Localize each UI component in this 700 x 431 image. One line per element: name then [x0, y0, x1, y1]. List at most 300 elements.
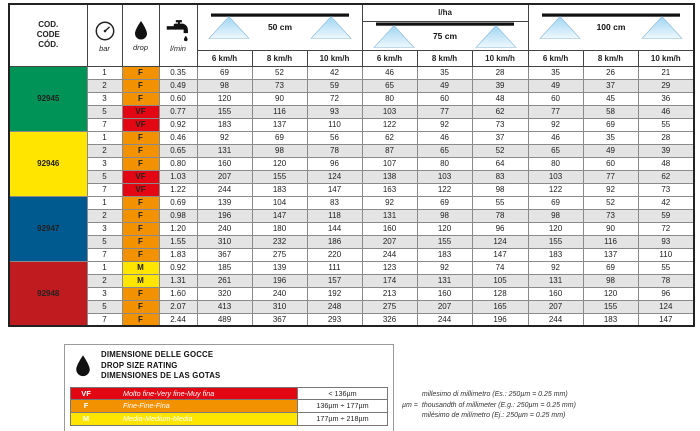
- lha-value: 183: [528, 248, 583, 261]
- lha-value: 165: [472, 300, 528, 313]
- lha-value: 248: [307, 300, 362, 313]
- lha-value: 78: [307, 144, 362, 157]
- lha-value: 147: [252, 209, 307, 222]
- table-row: [9, 313, 694, 326]
- drop-rating: F: [122, 144, 159, 157]
- lha-value: 72: [307, 92, 362, 105]
- lha-header: l/ha: [362, 4, 528, 21]
- lha-value: 49: [417, 79, 472, 92]
- table-row: [9, 157, 694, 170]
- lha-value: 39: [472, 79, 528, 92]
- lha-value: 49: [528, 79, 583, 92]
- lha-value: 55: [638, 261, 694, 274]
- pressure-value: 3: [87, 287, 122, 300]
- pressure-value: 2: [87, 209, 122, 222]
- lha-value: 28: [472, 66, 528, 79]
- lha-value: 110: [307, 118, 362, 131]
- lha-value: 147: [472, 248, 528, 261]
- flow-column-header: [159, 4, 197, 66]
- lha-value: 120: [528, 222, 583, 235]
- lha-value: 183: [583, 313, 638, 326]
- lha-value: 413: [197, 300, 252, 313]
- micron-prefix: µm =: [402, 402, 418, 410]
- lha-value: 69: [528, 196, 583, 209]
- flow-value: 1.03: [159, 170, 197, 183]
- lha-value: 69: [197, 66, 252, 79]
- lha-value: 77: [417, 105, 472, 118]
- lha-value: 147: [307, 183, 362, 196]
- speed-header: 8 km/h: [583, 50, 638, 66]
- pressure-gauge-icon: [94, 20, 116, 42]
- lha-value: 185: [197, 261, 252, 274]
- table-row: [9, 170, 694, 183]
- spacing-group-100: [528, 4, 694, 50]
- drop-rating: F: [122, 222, 159, 235]
- table-row: [9, 300, 694, 313]
- lha-value: 310: [252, 300, 307, 313]
- lha-value: 42: [638, 196, 694, 209]
- lha-value: 139: [252, 261, 307, 274]
- nozzle-code: 92945: [9, 66, 87, 131]
- lha-value: 207: [528, 300, 583, 313]
- lha-value: 220: [307, 248, 362, 261]
- lha-value: 183: [252, 183, 307, 196]
- table-row: [9, 79, 694, 92]
- lha-value: 213: [362, 287, 417, 300]
- lha-value: 183: [417, 248, 472, 261]
- lha-value: 69: [417, 196, 472, 209]
- flow-value: 0.92: [159, 261, 197, 274]
- drop-rating: F: [122, 157, 159, 170]
- spray-icon-50cm: [199, 13, 361, 39]
- lha-value: 92: [417, 261, 472, 274]
- lha-value: 90: [252, 92, 307, 105]
- lha-value: 42: [307, 66, 362, 79]
- lha-value: 160: [362, 222, 417, 235]
- spacing-label-75: 75 cm: [432, 30, 458, 41]
- lha-value: 103: [362, 105, 417, 118]
- legend-color-band: [70, 413, 298, 426]
- flow-label: l/min: [170, 44, 186, 54]
- lha-value: 83: [307, 196, 362, 209]
- lha-value: 52: [472, 144, 528, 157]
- lha-value: 293: [307, 313, 362, 326]
- lha-value: 69: [583, 118, 638, 131]
- flow-value: 0.35: [159, 66, 197, 79]
- lha-value: 65: [362, 79, 417, 92]
- table-row: [9, 66, 694, 79]
- flow-value: 1.20: [159, 222, 197, 235]
- table-row: [9, 131, 694, 144]
- table-row: [9, 248, 694, 261]
- lha-value: 46: [362, 66, 417, 79]
- lha-value: 207: [362, 235, 417, 248]
- pressure-value: 5: [87, 235, 122, 248]
- table-row: [9, 196, 694, 209]
- drop-rating: F: [122, 66, 159, 79]
- micron-definitions: [422, 390, 576, 422]
- lha-value: 35: [417, 66, 472, 79]
- flow-value: 1.55: [159, 235, 197, 248]
- lha-value: 275: [252, 248, 307, 261]
- lha-value: 98: [583, 274, 638, 287]
- lha-value: 65: [417, 144, 472, 157]
- lha-value: 120: [417, 222, 472, 235]
- lha-value: 64: [472, 157, 528, 170]
- lha-value: 92: [583, 183, 638, 196]
- drop-description: Fine-Fine-Fina: [123, 401, 170, 411]
- lha-value: 98: [528, 209, 583, 222]
- drop-size-range: 136µm ÷ 177µm: [298, 400, 388, 413]
- pressure-value: 1: [87, 196, 122, 209]
- lha-value: 52: [583, 196, 638, 209]
- lha-value: 77: [528, 105, 583, 118]
- lha-value: 37: [583, 79, 638, 92]
- drop-description: Molto fine-Very fine-Muy fina: [123, 388, 215, 398]
- lha-value: 62: [362, 131, 417, 144]
- lha-value: 131: [197, 144, 252, 157]
- lha-value: 244: [362, 248, 417, 261]
- lha-value: 261: [197, 274, 252, 287]
- lha-value: 93: [638, 235, 694, 248]
- legend-row: [70, 387, 388, 400]
- lha-value: 73: [583, 209, 638, 222]
- lha-value: 55: [638, 118, 694, 131]
- lha-value: 55: [472, 196, 528, 209]
- spray-icon-75cm: [364, 22, 526, 48]
- table-row: [9, 274, 694, 287]
- drop-rating: F: [122, 313, 159, 326]
- lha-value: 73: [638, 183, 694, 196]
- pressure-value: 1: [87, 261, 122, 274]
- lha-value: 107: [362, 157, 417, 170]
- pressure-value: 5: [87, 105, 122, 118]
- lha-value: 131: [417, 274, 472, 287]
- micron-footnote: [402, 390, 692, 422]
- lha-value: 186: [307, 235, 362, 248]
- lha-value: 87: [362, 144, 417, 157]
- lha-value: 137: [252, 118, 307, 131]
- pressure-column-header: [87, 4, 122, 66]
- lha-value: 74: [472, 261, 528, 274]
- lha-value: 183: [197, 118, 252, 131]
- drop-rating: F: [122, 300, 159, 313]
- lha-value: 116: [252, 105, 307, 118]
- drop-column-header: [122, 4, 159, 66]
- lha-value: 244: [528, 313, 583, 326]
- lha-value: 128: [472, 287, 528, 300]
- legend-color-band: [70, 387, 298, 400]
- drop-rating: M: [122, 261, 159, 274]
- lha-value: 155: [252, 170, 307, 183]
- lha-value: 144: [307, 222, 362, 235]
- drop-rating: F: [122, 209, 159, 222]
- drop-code: M: [82, 414, 90, 424]
- lha-value: 46: [638, 105, 694, 118]
- drop-rating: F: [122, 287, 159, 300]
- lha-value: 28: [638, 131, 694, 144]
- lha-value: 69: [252, 131, 307, 144]
- lha-value: 62: [638, 170, 694, 183]
- pressure-value: 5: [87, 300, 122, 313]
- pressure-value: 5: [87, 170, 122, 183]
- lha-value: 48: [472, 92, 528, 105]
- lha-value: 56: [307, 131, 362, 144]
- lha-value: 92: [528, 118, 583, 131]
- legend-row: [70, 400, 388, 413]
- lha-value: 122: [417, 183, 472, 196]
- lha-value: 83: [472, 170, 528, 183]
- lha-value: 96: [307, 157, 362, 170]
- nozzle-code: 92946: [9, 131, 87, 196]
- nozzle-rate-table: [8, 3, 695, 327]
- lha-value: 120: [197, 92, 252, 105]
- lha-value: 137: [583, 248, 638, 261]
- table-row: [9, 261, 694, 274]
- pressure-value: 2: [87, 79, 122, 92]
- lha-value: 77: [583, 170, 638, 183]
- table-row: [9, 222, 694, 235]
- lha-value: 207: [417, 300, 472, 313]
- lha-value: 118: [307, 209, 362, 222]
- table-row: [9, 144, 694, 157]
- code-column-header: [9, 4, 87, 66]
- pressure-value: 1: [87, 66, 122, 79]
- pressure-value: 7: [87, 248, 122, 261]
- flow-value: 0.98: [159, 209, 197, 222]
- lha-value: 240: [197, 222, 252, 235]
- drop-size-legend: [64, 344, 394, 431]
- speed-header: 8 km/h: [417, 50, 472, 66]
- lha-value: 72: [638, 222, 694, 235]
- drop-code: VF: [81, 388, 91, 398]
- legend-title-it: DIMENSIONE DELLE GOCCE: [101, 350, 214, 359]
- lha-value: 78: [472, 209, 528, 222]
- flow-value: 1.31: [159, 274, 197, 287]
- lha-value: 35: [528, 66, 583, 79]
- lha-value: 46: [417, 131, 472, 144]
- drop-rating: F: [122, 131, 159, 144]
- drop-description: Media-Medium-Media: [123, 414, 193, 424]
- spacing-label-50: 50 cm: [267, 22, 292, 33]
- speed-header: 6 km/h: [362, 50, 417, 66]
- pressure-value: 7: [87, 118, 122, 131]
- lha-value: 46: [528, 131, 583, 144]
- drop-rating: VF: [122, 170, 159, 183]
- lha-value: 92: [528, 261, 583, 274]
- lha-value: 207: [197, 170, 252, 183]
- drop-rating: F: [122, 79, 159, 92]
- flow-value: 0.60: [159, 92, 197, 105]
- lha-value: 60: [528, 92, 583, 105]
- lha-value: 244: [417, 313, 472, 326]
- lha-value: 26: [583, 66, 638, 79]
- lha-value: 120: [252, 157, 307, 170]
- lha-value: 367: [252, 313, 307, 326]
- legend-title-en: DROP SIZE RATING: [101, 360, 178, 370]
- table-row: [9, 105, 694, 118]
- lha-value: 111: [307, 261, 362, 274]
- table-row: [9, 118, 694, 131]
- lha-value: 123: [362, 261, 417, 274]
- lha-value: 96: [638, 287, 694, 300]
- lha-value: 310: [197, 235, 252, 248]
- lha-value: 155: [583, 300, 638, 313]
- lha-value: 326: [362, 313, 417, 326]
- lha-value: 124: [307, 170, 362, 183]
- lha-value: 49: [583, 144, 638, 157]
- speed-header: 10 km/h: [307, 50, 362, 66]
- lha-value: 131: [362, 209, 417, 222]
- lha-value: 65: [528, 144, 583, 157]
- lha-value: 240: [252, 287, 307, 300]
- flow-value: 0.69: [159, 196, 197, 209]
- lha-value: 73: [472, 118, 528, 131]
- table-row: [9, 235, 694, 248]
- code-label-it: COD.: [38, 19, 59, 29]
- flow-value: 2.44: [159, 313, 197, 326]
- lha-value: 62: [472, 105, 528, 118]
- lha-value: 80: [528, 157, 583, 170]
- lha-value: 78: [638, 274, 694, 287]
- table-row: [9, 183, 694, 196]
- lha-value: 196: [252, 274, 307, 287]
- pressure-value: 3: [87, 222, 122, 235]
- lha-value: 320: [197, 287, 252, 300]
- lha-value: 103: [528, 170, 583, 183]
- drop-size-range: 177µm ÷ 218µm: [298, 413, 388, 426]
- drop-rating: VF: [122, 118, 159, 131]
- lha-value: 192: [307, 287, 362, 300]
- lha-value: 139: [197, 196, 252, 209]
- lha-value: 59: [638, 209, 694, 222]
- lha-value: 98: [197, 79, 252, 92]
- lha-value: 244: [197, 183, 252, 196]
- lha-value: 98: [417, 209, 472, 222]
- lha-value: 48: [638, 157, 694, 170]
- lha-value: 124: [638, 300, 694, 313]
- micron-definition-it: millesimo di millimetro (Es.: 250µm = 0.25 mm): [421, 391, 568, 398]
- spacing-group-50: [197, 4, 362, 50]
- legend-title: [101, 350, 220, 382]
- faucet-icon: [165, 19, 191, 42]
- flow-value: 0.92: [159, 118, 197, 131]
- pressure-value: 1: [87, 131, 122, 144]
- lha-value: 29: [638, 79, 694, 92]
- lha-value: 92: [197, 131, 252, 144]
- table-row: [9, 92, 694, 105]
- lha-value: 196: [197, 209, 252, 222]
- lha-value: 52: [252, 66, 307, 79]
- lha-value: 60: [417, 92, 472, 105]
- lha-value: 157: [307, 274, 362, 287]
- lha-value: 155: [197, 105, 252, 118]
- lha-value: 60: [583, 157, 638, 170]
- pressure-value: 3: [87, 157, 122, 170]
- lha-value: 98: [252, 144, 307, 157]
- lha-value: 73: [252, 79, 307, 92]
- lha-value: 39: [638, 144, 694, 157]
- lha-value: 104: [252, 196, 307, 209]
- drop-rating: F: [122, 92, 159, 105]
- flow-value: 0.46: [159, 131, 197, 144]
- legend-color-band: [70, 400, 298, 413]
- lha-value: 160: [197, 157, 252, 170]
- legend-header: [70, 349, 388, 387]
- lha-value: 147: [638, 313, 694, 326]
- nozzle-code: 92947: [9, 196, 87, 261]
- lha-value: 58: [583, 105, 638, 118]
- pressure-value: 7: [87, 313, 122, 326]
- speed-header: 10 km/h: [638, 50, 694, 66]
- legend-title-es: DIMENSIONES DE LAS GOTAS: [101, 371, 221, 381]
- lha-value: 37: [472, 131, 528, 144]
- pressure-value: 7: [87, 183, 122, 196]
- drop-rating: VF: [122, 183, 159, 196]
- lha-value: 155: [528, 235, 583, 248]
- lha-value: 489: [197, 313, 252, 326]
- flow-value: 1.83: [159, 248, 197, 261]
- bar-label: bar: [99, 43, 110, 53]
- pressure-value: 2: [87, 274, 122, 287]
- lha-value: 155: [417, 235, 472, 248]
- flow-value: 0.80: [159, 157, 197, 170]
- drop-rating: F: [122, 235, 159, 248]
- drop-icon: [133, 20, 149, 41]
- lha-value: 367: [197, 248, 252, 261]
- lha-value: 80: [362, 92, 417, 105]
- lha-value: 122: [362, 118, 417, 131]
- lha-value: 122: [528, 183, 583, 196]
- micron-definition-es: milésimo de milímetro (Ej.: 250µm = 0.25 mm): [421, 412, 566, 419]
- speed-header: 10 km/h: [472, 50, 528, 66]
- drop-rating: M: [122, 274, 159, 287]
- lha-value: 36: [638, 92, 694, 105]
- lha-value: 69: [583, 261, 638, 274]
- drop-size-range: < 136µm: [298, 387, 388, 400]
- drop-rating: F: [122, 196, 159, 209]
- flow-value: 0.49: [159, 79, 197, 92]
- lha-value: 105: [472, 274, 528, 287]
- lha-value: 163: [362, 183, 417, 196]
- lha-value: 131: [528, 274, 583, 287]
- micron-definition-en: thousandth of millimeter (E.g.: 250µm = 0.25 mm): [421, 401, 576, 409]
- lha-value: 80: [417, 157, 472, 170]
- lha-value: 98: [472, 183, 528, 196]
- lha-value: 160: [528, 287, 583, 300]
- lha-value: 275: [362, 300, 417, 313]
- lha-value: 160: [417, 287, 472, 300]
- lha-value: 103: [417, 170, 472, 183]
- lha-value: 196: [472, 313, 528, 326]
- flow-value: 2.07: [159, 300, 197, 313]
- lha-value: 138: [362, 170, 417, 183]
- code-label-es: CÓD.: [38, 40, 59, 50]
- lha-value: 116: [583, 235, 638, 248]
- flow-value: 1.60: [159, 287, 197, 300]
- legend-rows: [70, 387, 388, 426]
- speed-header: 6 km/h: [197, 50, 252, 66]
- table-body: [9, 66, 694, 326]
- flow-value: 0.77: [159, 105, 197, 118]
- lha-value: 110: [638, 248, 694, 261]
- lha-value: 174: [362, 274, 417, 287]
- table-row: [9, 209, 694, 222]
- lha-value: 93: [307, 105, 362, 118]
- spray-icon-100cm: [530, 13, 692, 39]
- drop-rating: F: [122, 248, 159, 261]
- lha-value: 90: [583, 222, 638, 235]
